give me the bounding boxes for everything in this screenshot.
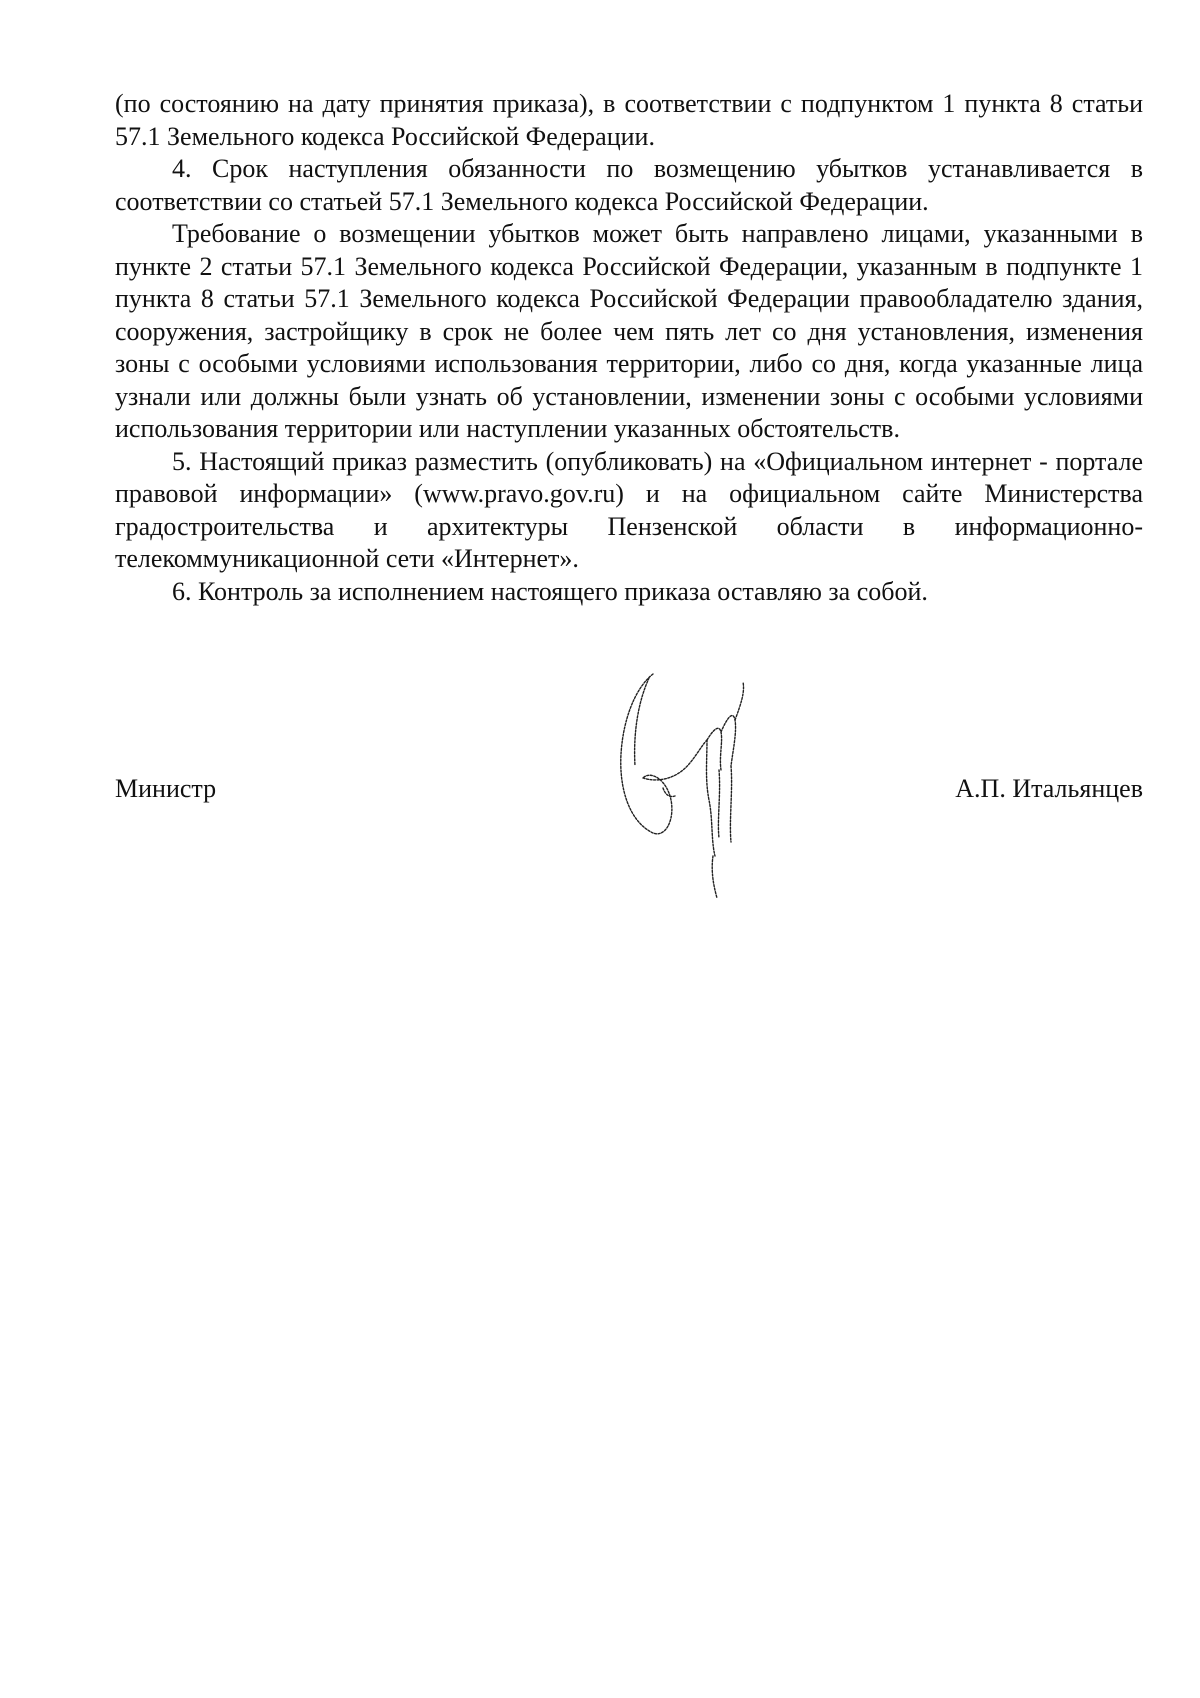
paragraph-item-6: 6. Контроль за исполнением настоящего приказа оставляю за собой. — [172, 576, 928, 606]
paragraph-claim-requirement: Требование о возмещении убытков может быть направлено лицами, указанными в пункте 2 статьи 57.1 Земельного кодекса Российской Федерации, указанным в подпункте 1 пункта 8 статьи 57.1 Земельного кодекса Российской Федерации правообладателю здания, сооружения, застройщику в срок не более чем пять лет со дня установления, изменения зоны с особыми условиями использования территории, либо со дня, когда указанные лица узнали или должны были узнать об установлении, изменении зоны с особыми условиями использования территории или наступлении указанных обстоятельств. — [115, 219, 1143, 443]
paragraph-item-5: 5. Настоящий приказ разместить (опубликовать) на «Официальном интернет - портале правовой информации» (www.pravo.gov.ru) и на официальном сайте Министерства градостроительства и архитектуры Пензенской области в информационно-телекоммуникационной сети «Интернет». — [115, 446, 1143, 573]
signatory-title: Министр — [115, 774, 217, 803]
document-body — [115, 88, 1143, 608]
signature-block — [115, 670, 1143, 910]
handwritten-signature — [595, 670, 775, 910]
signatory-name: А.П. Итальянцев — [955, 774, 1143, 803]
paragraph-continuation: (по состоянию на дату принятия приказа), в соответствии с подпунктом 1 пункта 8 статьи 57.1 Земельного кодекса Российской Федерации. — [115, 89, 1143, 151]
paragraph-item-4: 4. Срок наступления обязанности по возмещению убытков устанавливается в соответствии со статьей 57.1 Земельного кодекса Российской Федерации. — [115, 154, 1143, 216]
